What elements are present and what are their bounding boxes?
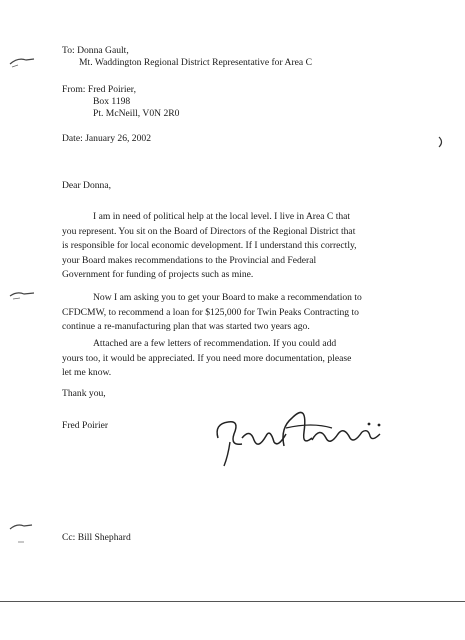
date-value: January 26, 2002 [85, 133, 151, 144]
to-name: Donna Gault, [77, 45, 129, 56]
punch-hole-mark [437, 135, 445, 149]
body-paragraph-1: I am in need of political help at the local level. I live in Area C that you represent. You sit on the Board of Directors of the Regional District that is responsible for local economic development. If I understand this correctly, your Board makes recommendations to the Provincial and Federal Government for funding of projects such as mine. [62, 211, 357, 280]
from-label: From: [62, 84, 86, 95]
cc-name: Bill Shephard [77, 532, 131, 543]
cc-label: Cc: [62, 532, 76, 543]
margin-scan-mark [8, 520, 36, 544]
body-paragraph-3: Attached are a few letters of recommendation. If you could add yours too, it would be appreciated. If you need more documentation, please let me know. [62, 338, 352, 378]
handwritten-signature [212, 398, 387, 470]
salutation: Dear Donna, [62, 180, 112, 191]
from-address-2: Pt. McNeill, V0N 2R0 [93, 108, 180, 119]
signer-name: Fred Poirier [62, 420, 109, 431]
closing: Thank you, [62, 388, 106, 399]
from-name: Fred Poirier, [87, 84, 136, 95]
body-paragraph-2: Now I am asking you to get your Board to make a recommendation to CFDCMW, to recommend a loan for $125,000 for Twin Peaks Contracting to continue a re-manufacturing plan that was started two years ago. [62, 292, 362, 332]
to-title: Mt. Waddington Regional District Representative for Area C [79, 57, 312, 68]
date-line [62, 133, 151, 144]
to-line [62, 45, 129, 56]
from-line [62, 84, 136, 95]
margin-scan-mark [8, 55, 36, 69]
date-label: Date: [62, 133, 83, 144]
page-bottom-rule [0, 601, 465, 602]
cc-line [62, 532, 131, 543]
to-label: To: [62, 45, 75, 56]
from-address-1: Box 1198 [93, 96, 131, 107]
margin-scan-mark [8, 288, 36, 302]
